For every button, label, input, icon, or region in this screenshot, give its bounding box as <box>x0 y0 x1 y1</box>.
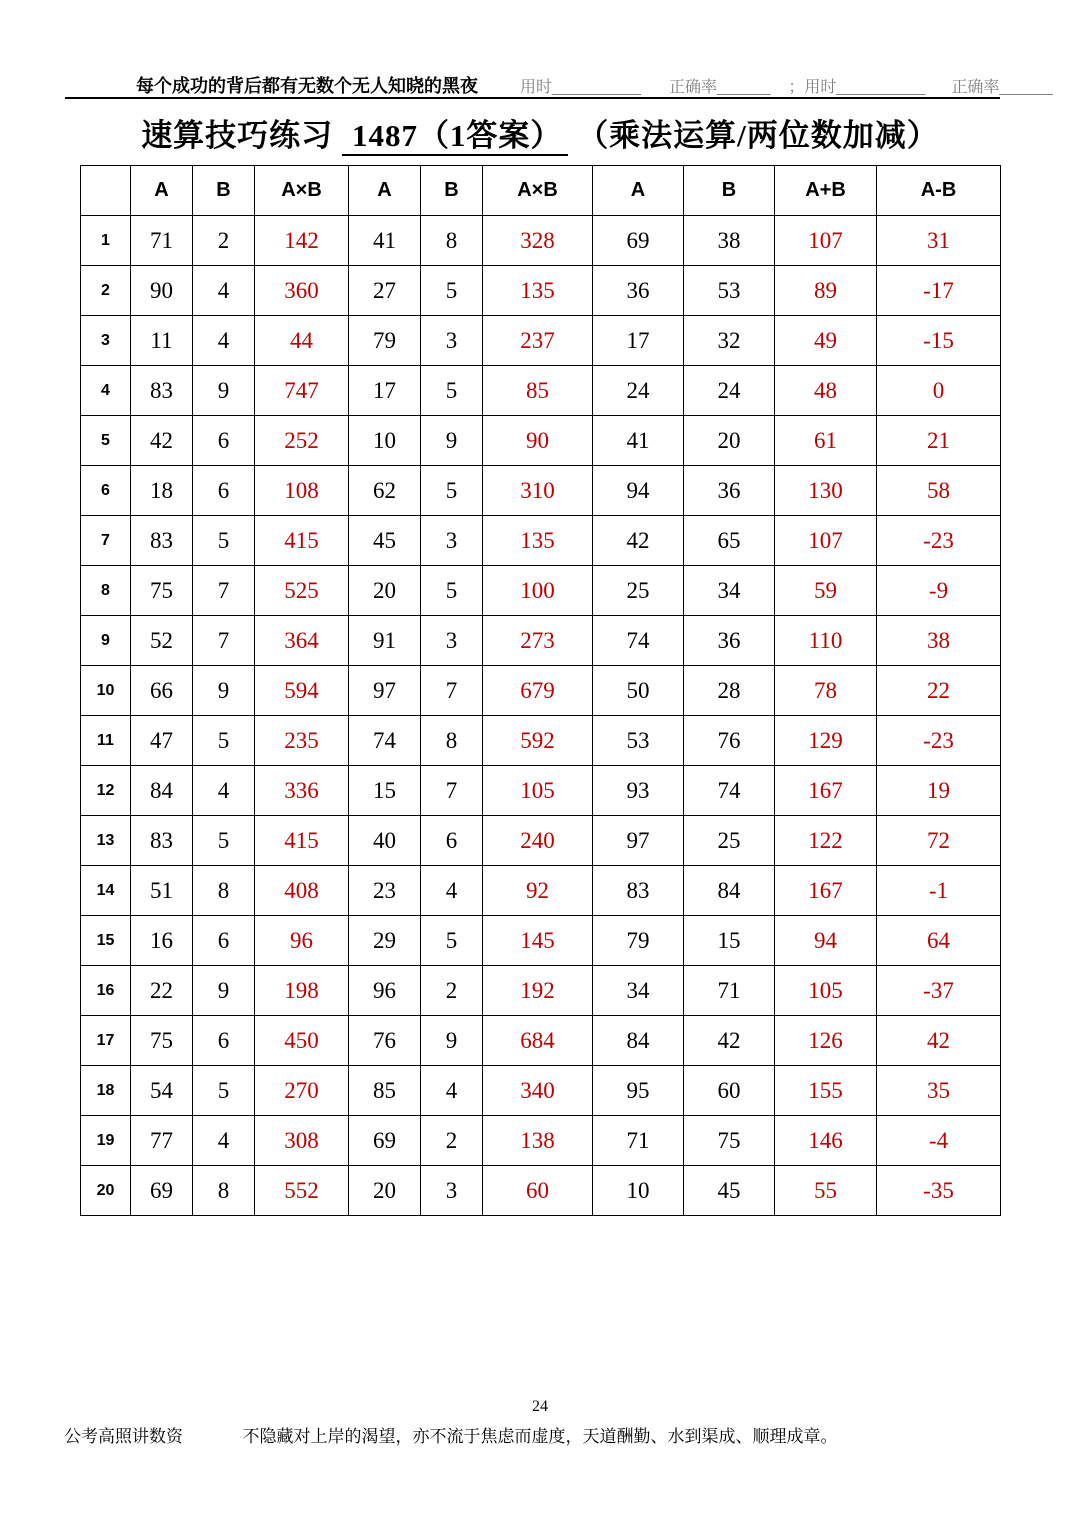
table-row <box>81 266 1001 316</box>
value-cell: 40 <box>349 816 421 866</box>
time-blank-1: 用时__________ <box>520 79 641 96</box>
value-cell: 20 <box>349 566 421 616</box>
table-row <box>81 1016 1001 1066</box>
answer-cell: 684 <box>483 1016 593 1066</box>
row-number: 7 <box>81 516 131 566</box>
value-cell: 90 <box>131 266 193 316</box>
header-separator: ； <box>788 79 805 96</box>
value-cell: 94 <box>593 466 684 516</box>
answer-cell: 415 <box>255 516 349 566</box>
value-cell: 53 <box>593 716 684 766</box>
accuracy-blank-1: 正确率______ <box>669 79 771 96</box>
value-cell: 42 <box>131 416 193 466</box>
value-cell: 5 <box>193 816 255 866</box>
value-cell: 2 <box>421 966 483 1016</box>
row-number: 1 <box>81 216 131 266</box>
table-row <box>81 966 1001 1016</box>
value-cell: 18 <box>131 466 193 516</box>
answer-cell: 138 <box>483 1116 593 1166</box>
answer-cell: -4 <box>877 1116 1001 1166</box>
value-cell: 23 <box>349 866 421 916</box>
value-cell: 42 <box>684 1016 775 1066</box>
value-cell: 38 <box>684 216 775 266</box>
answer-cell: 126 <box>775 1016 877 1066</box>
table-row <box>81 216 1001 266</box>
value-cell: 93 <box>593 766 684 816</box>
value-cell: 51 <box>131 866 193 916</box>
answer-cell: 237 <box>483 316 593 366</box>
page-title <box>0 110 1080 155</box>
answer-cell: 44 <box>255 316 349 366</box>
value-cell: 53 <box>684 266 775 316</box>
col-header-a-plus-b: A+B <box>775 166 877 216</box>
answer-cell: 90 <box>483 416 593 466</box>
value-cell: 6 <box>193 1016 255 1066</box>
answer-cell: 415 <box>255 816 349 866</box>
value-cell: 6 <box>193 466 255 516</box>
value-cell: 15 <box>349 766 421 816</box>
answer-cell: -15 <box>877 316 1001 366</box>
value-cell: 4 <box>421 1066 483 1116</box>
value-cell: 45 <box>349 516 421 566</box>
row-number: 4 <box>81 366 131 416</box>
answer-cell: 155 <box>775 1066 877 1116</box>
answer-cell: 105 <box>483 766 593 816</box>
value-cell: 24 <box>684 366 775 416</box>
value-cell: 66 <box>131 666 193 716</box>
value-cell: 34 <box>593 966 684 1016</box>
answer-cell: 72 <box>877 816 1001 866</box>
value-cell: 54 <box>131 1066 193 1116</box>
value-cell: 96 <box>349 966 421 1016</box>
answer-cell: 59 <box>775 566 877 616</box>
answer-cell: 167 <box>775 866 877 916</box>
value-cell: 52 <box>131 616 193 666</box>
footer-motto: 不隐藏对上岸的渴望，亦不流于焦虑而虚度，天道酬勤、水到渠成、顺理成章。 <box>242 1427 838 1446</box>
answer-cell: 167 <box>775 766 877 816</box>
value-cell: 69 <box>131 1166 193 1216</box>
row-number: 17 <box>81 1016 131 1066</box>
value-cell: 11 <box>131 316 193 366</box>
value-cell: 97 <box>593 816 684 866</box>
value-cell: 5 <box>193 716 255 766</box>
answer-cell: 22 <box>877 666 1001 716</box>
answer-cell: 310 <box>483 466 593 516</box>
answer-cell: 31 <box>877 216 1001 266</box>
value-cell: 6 <box>193 416 255 466</box>
value-cell: 36 <box>684 466 775 516</box>
value-cell: 45 <box>684 1166 775 1216</box>
value-cell: 25 <box>684 816 775 866</box>
value-cell: 6 <box>193 916 255 966</box>
value-cell: 6 <box>421 816 483 866</box>
answer-cell: 42 <box>877 1016 1001 1066</box>
value-cell: 36 <box>684 616 775 666</box>
value-cell: 36 <box>593 266 684 316</box>
answer-cell: 94 <box>775 916 877 966</box>
footer-credit: 公考高照讲数资 <box>64 1427 183 1446</box>
value-cell: 2 <box>421 1116 483 1166</box>
row-number: 13 <box>81 816 131 866</box>
table-row <box>81 416 1001 466</box>
title-prefix: 速算技巧练习 <box>141 118 334 153</box>
value-cell: 95 <box>593 1066 684 1116</box>
value-cell: 97 <box>349 666 421 716</box>
table-row <box>81 1166 1001 1216</box>
value-cell: 60 <box>684 1066 775 1116</box>
value-cell: 5 <box>421 916 483 966</box>
page-header <box>66 72 1053 98</box>
value-cell: 32 <box>684 316 775 366</box>
value-cell: 10 <box>349 416 421 466</box>
row-number: 10 <box>81 666 131 716</box>
value-cell: 41 <box>593 416 684 466</box>
value-cell: 9 <box>421 1016 483 1066</box>
answer-cell: 135 <box>483 266 593 316</box>
answer-cell: 48 <box>775 366 877 416</box>
answer-cell: 89 <box>775 266 877 316</box>
row-number: 2 <box>81 266 131 316</box>
answer-cell: 108 <box>255 466 349 516</box>
table-row <box>81 616 1001 666</box>
table-row <box>81 666 1001 716</box>
value-cell: 4 <box>193 766 255 816</box>
answer-cell: 135 <box>483 516 593 566</box>
answer-cell: 78 <box>775 666 877 716</box>
value-cell: 74 <box>684 766 775 816</box>
row-number: 6 <box>81 466 131 516</box>
answer-cell: 64 <box>877 916 1001 966</box>
answer-cell: 96 <box>255 916 349 966</box>
answer-cell: 107 <box>775 516 877 566</box>
value-cell: 7 <box>193 566 255 616</box>
answer-cell: 19 <box>877 766 1001 816</box>
value-cell: 2 <box>193 216 255 266</box>
row-number: 18 <box>81 1066 131 1116</box>
col-header-a1: A <box>131 166 193 216</box>
value-cell: 50 <box>593 666 684 716</box>
answer-cell: 552 <box>255 1166 349 1216</box>
row-number: 16 <box>81 966 131 1016</box>
value-cell: 9 <box>193 966 255 1016</box>
table-row <box>81 466 1001 516</box>
answer-cell: 747 <box>255 366 349 416</box>
table-row <box>81 516 1001 566</box>
answer-cell: 340 <box>483 1066 593 1116</box>
row-number: 11 <box>81 716 131 766</box>
answer-cell: 21 <box>877 416 1001 466</box>
value-cell: 34 <box>684 566 775 616</box>
col-header-a-minus-b: A-B <box>877 166 1001 216</box>
row-number: 9 <box>81 616 131 666</box>
value-cell: 25 <box>593 566 684 616</box>
answer-cell: 142 <box>255 216 349 266</box>
value-cell: 4 <box>193 266 255 316</box>
value-cell: 3 <box>421 516 483 566</box>
value-cell: 71 <box>684 966 775 1016</box>
value-cell: 5 <box>193 1066 255 1116</box>
answer-cell: -37 <box>877 966 1001 1016</box>
col-header-a3: A <box>593 166 684 216</box>
time-blank-2: 用时__________ <box>804 79 926 96</box>
value-cell: 15 <box>684 916 775 966</box>
table-row <box>81 1116 1001 1166</box>
value-cell: 29 <box>349 916 421 966</box>
row-number: 14 <box>81 866 131 916</box>
answer-cell: -9 <box>877 566 1001 616</box>
answer-cell: -23 <box>877 716 1001 766</box>
value-cell: 8 <box>421 716 483 766</box>
value-cell: 5 <box>421 566 483 616</box>
value-cell: 7 <box>421 666 483 716</box>
value-cell: 71 <box>131 216 193 266</box>
answer-cell: 360 <box>255 266 349 316</box>
value-cell: 8 <box>193 1166 255 1216</box>
table-row <box>81 366 1001 416</box>
answer-cell: 240 <box>483 816 593 866</box>
answer-cell: 85 <box>483 366 593 416</box>
accuracy-blank-2: 正确率______ <box>951 79 1053 96</box>
answer-cell: 105 <box>775 966 877 1016</box>
answer-cell: 60 <box>483 1166 593 1216</box>
value-cell: 65 <box>684 516 775 566</box>
answer-cell: 252 <box>255 416 349 466</box>
col-header-b2: B <box>421 166 483 216</box>
answer-cell: 364 <box>255 616 349 666</box>
value-cell: 3 <box>421 1166 483 1216</box>
value-cell: 75 <box>131 566 193 616</box>
answer-cell: -35 <box>877 1166 1001 1216</box>
answer-cell: 525 <box>255 566 349 616</box>
answer-cell: 55 <box>775 1166 877 1216</box>
value-cell: 83 <box>131 366 193 416</box>
row-number: 20 <box>81 1166 131 1216</box>
answer-cell: 0 <box>877 366 1001 416</box>
col-header-axb1: A×B <box>255 166 349 216</box>
answer-cell: -1 <box>877 866 1001 916</box>
value-cell: 83 <box>593 866 684 916</box>
col-header-b1: B <box>193 166 255 216</box>
answer-cell: 308 <box>255 1116 349 1166</box>
answer-cell: 122 <box>775 816 877 866</box>
header-motto: 每个成功的背后都有无数个无人知晓的黑夜 <box>136 76 478 96</box>
value-cell: 5 <box>193 516 255 566</box>
col-header-axb2: A×B <box>483 166 593 216</box>
table-row <box>81 766 1001 816</box>
value-cell: 69 <box>349 1116 421 1166</box>
table-row <box>81 716 1001 766</box>
table-header-row <box>81 166 1001 216</box>
answer-cell: 679 <box>483 666 593 716</box>
value-cell: 8 <box>421 216 483 266</box>
answer-cell: 270 <box>255 1066 349 1116</box>
answer-cell: 235 <box>255 716 349 766</box>
value-cell: 4 <box>193 316 255 366</box>
col-header-b3: B <box>684 166 775 216</box>
answer-cell: 594 <box>255 666 349 716</box>
practice-table <box>80 165 1001 1216</box>
answer-cell: 110 <box>775 616 877 666</box>
value-cell: 17 <box>593 316 684 366</box>
value-cell: 28 <box>684 666 775 716</box>
value-cell: 27 <box>349 266 421 316</box>
table-row <box>81 566 1001 616</box>
value-cell: 22 <box>131 966 193 1016</box>
value-cell: 76 <box>349 1016 421 1066</box>
value-cell: 77 <box>131 1116 193 1166</box>
value-cell: 84 <box>684 866 775 916</box>
value-cell: 84 <box>593 1016 684 1066</box>
value-cell: 3 <box>421 316 483 366</box>
value-cell: 9 <box>421 416 483 466</box>
value-cell: 75 <box>684 1116 775 1166</box>
table-row <box>81 866 1001 916</box>
value-cell: 17 <box>349 366 421 416</box>
value-cell: 62 <box>349 466 421 516</box>
value-cell: 83 <box>131 816 193 866</box>
row-number: 5 <box>81 416 131 466</box>
row-number: 19 <box>81 1116 131 1166</box>
value-cell: 75 <box>131 1016 193 1066</box>
answer-cell: 129 <box>775 716 877 766</box>
page-number: 24 <box>532 1398 548 1415</box>
table-row <box>81 816 1001 866</box>
value-cell: 69 <box>593 216 684 266</box>
row-number: 12 <box>81 766 131 816</box>
table-row <box>81 1066 1001 1116</box>
value-cell: 91 <box>349 616 421 666</box>
answer-cell: 328 <box>483 216 593 266</box>
answer-cell: 198 <box>255 966 349 1016</box>
value-cell: 20 <box>349 1166 421 1216</box>
value-cell: 16 <box>131 916 193 966</box>
value-cell: 20 <box>684 416 775 466</box>
answer-cell: 145 <box>483 916 593 966</box>
answer-cell: 450 <box>255 1016 349 1066</box>
value-cell: 8 <box>193 866 255 916</box>
answer-cell: -23 <box>877 516 1001 566</box>
table-row <box>81 316 1001 366</box>
value-cell: 42 <box>593 516 684 566</box>
answer-cell: 146 <box>775 1116 877 1166</box>
value-cell: 74 <box>349 716 421 766</box>
value-cell: 4 <box>193 1116 255 1166</box>
value-cell: 7 <box>193 616 255 666</box>
value-cell: 3 <box>421 616 483 666</box>
value-cell: 74 <box>593 616 684 666</box>
header-rule <box>65 97 1000 99</box>
value-cell: 84 <box>131 766 193 816</box>
answer-cell: 92 <box>483 866 593 916</box>
answer-cell: 192 <box>483 966 593 1016</box>
value-cell: 7 <box>421 766 483 816</box>
answer-cell: 336 <box>255 766 349 816</box>
value-cell: 76 <box>684 716 775 766</box>
value-cell: 47 <box>131 716 193 766</box>
value-cell: 9 <box>193 666 255 716</box>
answer-cell: 58 <box>877 466 1001 516</box>
answer-cell: 130 <box>775 466 877 516</box>
value-cell: 4 <box>421 866 483 916</box>
value-cell: 5 <box>421 466 483 516</box>
answer-cell: 35 <box>877 1066 1001 1116</box>
answer-cell: 408 <box>255 866 349 916</box>
value-cell: 41 <box>349 216 421 266</box>
table-row <box>81 916 1001 966</box>
answer-cell: -17 <box>877 266 1001 316</box>
value-cell: 85 <box>349 1066 421 1116</box>
value-cell: 79 <box>349 316 421 366</box>
value-cell: 24 <box>593 366 684 416</box>
col-header-a2: A <box>349 166 421 216</box>
answer-cell: 100 <box>483 566 593 616</box>
col-header-index <box>81 166 131 216</box>
title-number: 1487（1答案） <box>342 118 569 156</box>
answer-cell: 38 <box>877 616 1001 666</box>
value-cell: 79 <box>593 916 684 966</box>
answer-cell: 273 <box>483 616 593 666</box>
answer-cell: 592 <box>483 716 593 766</box>
answer-cell: 61 <box>775 416 877 466</box>
value-cell: 5 <box>421 266 483 316</box>
answer-cell: 49 <box>775 316 877 366</box>
row-number: 3 <box>81 316 131 366</box>
value-cell: 5 <box>421 366 483 416</box>
value-cell: 9 <box>193 366 255 416</box>
value-cell: 71 <box>593 1116 684 1166</box>
row-number: 8 <box>81 566 131 616</box>
row-number: 15 <box>81 916 131 966</box>
title-suffix: （乘法运算/两位数加减） <box>577 118 939 153</box>
answer-cell: 107 <box>775 216 877 266</box>
value-cell: 10 <box>593 1166 684 1216</box>
value-cell: 83 <box>131 516 193 566</box>
